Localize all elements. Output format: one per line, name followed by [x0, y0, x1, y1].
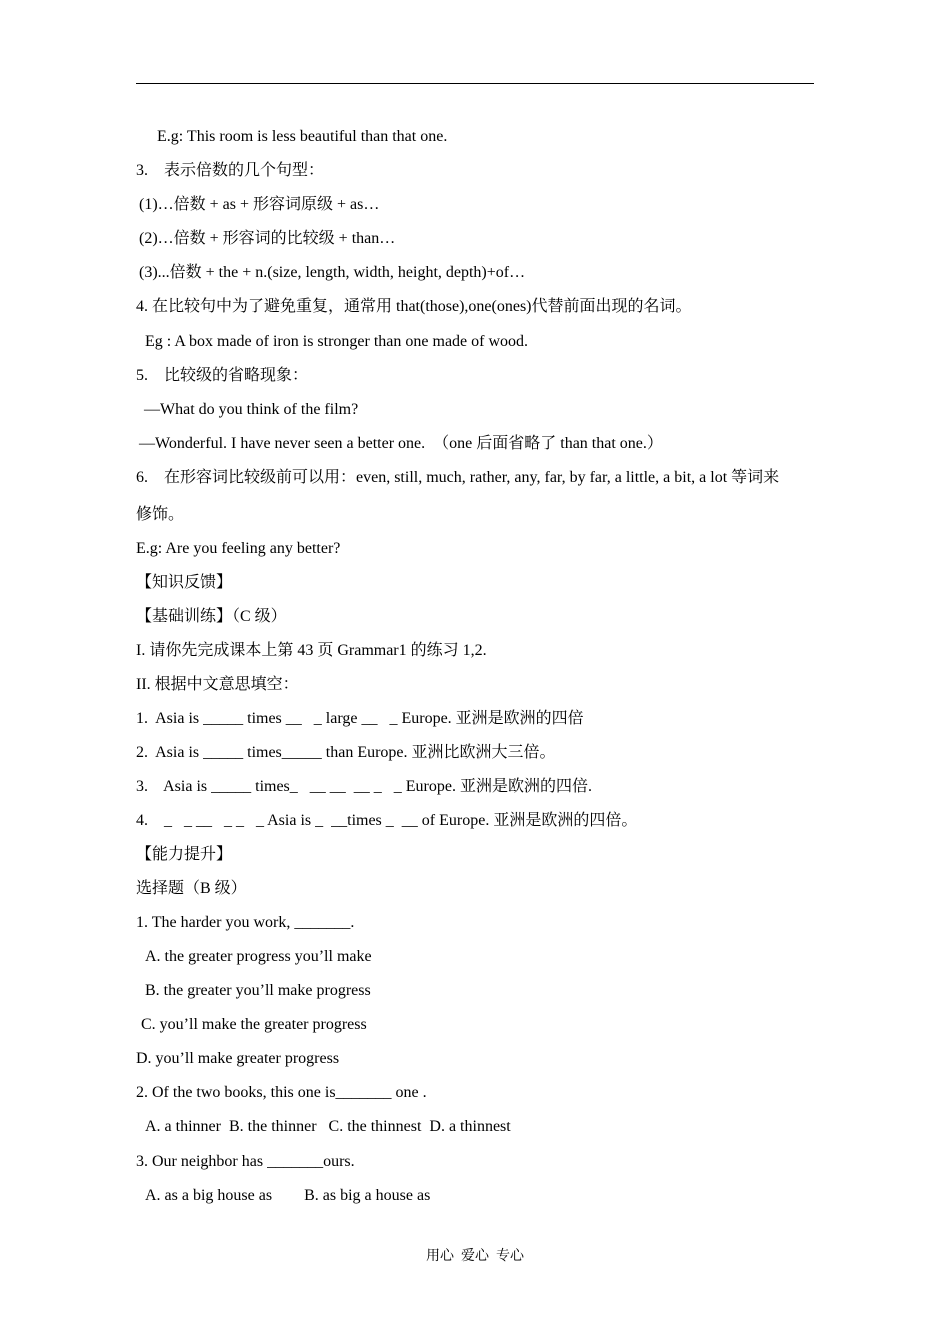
- question-1-option-c: C. you’ll make the greater progress: [141, 1016, 367, 1033]
- question-1-option-b: B. the greater you’ll make progress: [145, 982, 371, 999]
- point-6-heading: 6. 在形容词比较级前可以用：even, still, much, rather, any, far, by far, a little, a bit, a lot 等词来: [136, 469, 780, 486]
- example-iron-box: Eg : A box made of iron is stronger than one made of wood.: [145, 333, 529, 350]
- dialog-answer: —Wonderful. I have never seen a better one. （one 后面省略了 than that one.）: [139, 435, 663, 452]
- example-feeling-better: E.g: Are you feeling any better?: [136, 540, 341, 557]
- page-footer: 用心 爱心 专心: [426, 1249, 524, 1264]
- question-1-option-d: D. you’ll make greater progress: [136, 1050, 340, 1067]
- fill-blank-2: 2. Asia is _____ times_____ than Europe. 亚洲比欧洲大三倍。: [136, 744, 556, 761]
- multiple-choice-heading: 选择题（B 级）: [136, 880, 247, 897]
- question-1-option-a: A. the greater progress you’ll make: [145, 948, 372, 965]
- exercise-II-heading: II. 根据中文意思填空：: [136, 676, 299, 693]
- header-rule: [136, 83, 814, 84]
- question-2-options: A. a thinner B. the thinner C. the thinnest D. a thinnest: [145, 1118, 511, 1135]
- question-1: 1. The harder you work, _______.: [136, 914, 355, 931]
- fill-blank-4: 4. _ _ __ _ _ _ Asia is _ __times _ __ of Europe. 亚洲是欧洲的四倍。: [136, 812, 638, 829]
- section-ability-improvement: 【能力提升】: [136, 846, 233, 863]
- fill-blank-3: 3. Asia is _____ times_ __ __ __ _ _ Europe. 亚洲是欧洲的四倍.: [136, 778, 592, 795]
- section-basic-training: 【基础训练】（C 级）: [136, 608, 287, 625]
- pattern-1: (1)…倍数 + as + 形容词原级 + as…: [139, 196, 380, 213]
- question-2: 2. Of the two books, this one is_______ one .: [136, 1084, 427, 1101]
- point-5-heading: 5. 比较级的省略现象：: [136, 367, 309, 384]
- pattern-3: (3)...倍数 + the + n.(size, length, width, height, depth)+of…: [139, 264, 526, 281]
- example-less-beautiful: E.g: This room is less beautiful than that one.: [157, 128, 448, 145]
- exercise-I: I. 请你先完成课本上第 43 页 Grammar1 的练习 1,2.: [136, 642, 487, 659]
- dialog-question: —What do you think of the film?: [144, 401, 359, 418]
- fill-blank-1: 1. Asia is _____ times __ _ large __ _ Europe. 亚洲是欧洲的四倍: [136, 710, 584, 727]
- question-3: 3. Our neighbor has _______ours.: [136, 1153, 355, 1170]
- pattern-2: (2)…倍数 + 形容词的比较级 + than…: [139, 230, 396, 247]
- point-3-heading: 3. 表示倍数的几个句型：: [136, 162, 325, 179]
- point-6-continuation: 修饰。: [136, 506, 185, 523]
- point-4-heading: 4. 在比较句中为了避免重复，通常用 that(those),one(ones)代替前面出现的名词。: [136, 298, 692, 315]
- section-knowledge-feedback: 【知识反馈】: [136, 574, 233, 591]
- question-3-options: A. as a big house as B. as big a house as: [145, 1187, 431, 1204]
